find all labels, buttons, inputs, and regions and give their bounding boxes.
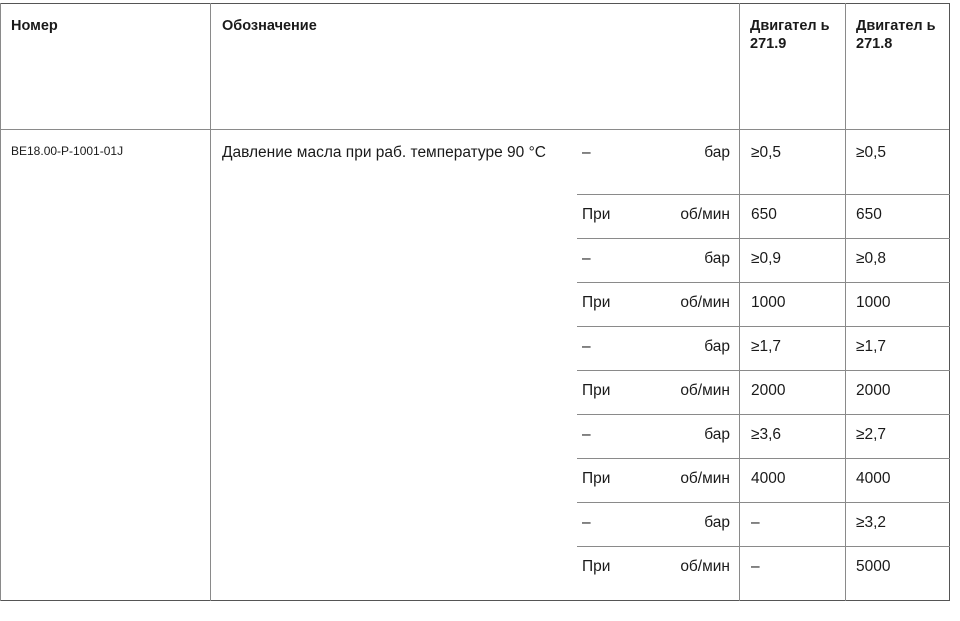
header-engine-271-8: Двигател ь 271.8 [856, 18, 936, 52]
subrow-prefix: При [582, 558, 611, 575]
row-description: Давление масла при раб. температуре 90 °C [222, 144, 546, 161]
subrow-prefix: – [582, 144, 591, 161]
value-engine-271-8: ≥1,7 [856, 338, 887, 355]
value-engine-271-8: ≥0,5 [856, 144, 887, 161]
subrow-divider [577, 282, 950, 283]
value-engine-271-8: 2000 [856, 382, 891, 399]
subrow-prefix: – [582, 426, 591, 443]
header-engine-271-9: Двигател ь 271.9 [750, 18, 830, 52]
table-bottom-border [0, 600, 950, 601]
value-engine-271-9: ≥3,6 [751, 426, 782, 443]
subrow-unit: об/мин [680, 470, 730, 487]
subrow-prefix: – [582, 514, 591, 531]
subrow-divider [577, 458, 950, 459]
subrow-divider [577, 326, 950, 327]
column-divider-engine [845, 3, 846, 601]
subrow-unit: бар [704, 338, 730, 355]
value-engine-271-9: ≥0,5 [751, 144, 782, 161]
header-bottom-border [0, 129, 950, 130]
value-engine-271-8: 4000 [856, 470, 891, 487]
subrow-unit: бар [704, 514, 730, 531]
subrow-divider [577, 370, 950, 371]
value-engine-271-9: ≥1,7 [751, 338, 782, 355]
table-top-border [0, 3, 950, 4]
subrow-divider [577, 414, 950, 415]
header-number: Номер [11, 18, 58, 34]
value-engine-271-9: 650 [751, 206, 777, 223]
value-engine-271-8: 1000 [856, 294, 891, 311]
value-engine-271-9: 4000 [751, 470, 786, 487]
subrow-divider [577, 502, 950, 503]
value-engine-271-9: – [751, 514, 760, 531]
table-right-border [949, 3, 950, 601]
subrow-prefix: При [582, 470, 611, 487]
value-engine-271-9: 1000 [751, 294, 786, 311]
subrow-prefix: – [582, 338, 591, 355]
part-number: BE18.00-P-1001-01J [11, 144, 124, 158]
value-engine-271-8: ≥3,2 [856, 514, 887, 531]
value-engine-271-9: 2000 [751, 382, 786, 399]
header-designation: Обозначение [222, 18, 317, 34]
subrow-divider [577, 238, 950, 239]
subrow-unit: об/мин [680, 382, 730, 399]
value-engine-271-8: ≥2,7 [856, 426, 887, 443]
subrow-unit: бар [704, 426, 730, 443]
value-engine-271-9: ≥0,9 [751, 250, 782, 267]
column-divider-number [210, 3, 211, 601]
subrow-prefix: При [582, 382, 611, 399]
value-engine-271-9: – [751, 558, 760, 575]
subrow-prefix: При [582, 206, 611, 223]
column-divider-designation [739, 3, 740, 601]
subrow-unit: об/мин [680, 206, 730, 223]
subrow-divider [577, 194, 950, 195]
value-engine-271-8: 650 [856, 206, 882, 223]
subrow-prefix: – [582, 250, 591, 267]
subrow-unit: бар [704, 144, 730, 161]
value-engine-271-8: 5000 [856, 558, 891, 575]
subrow-unit: об/мин [680, 294, 730, 311]
value-engine-271-8: ≥0,8 [856, 250, 887, 267]
subrow-divider [577, 546, 950, 547]
subrow-prefix: При [582, 294, 611, 311]
subrow-unit: об/мин [680, 558, 730, 575]
subrow-unit: бар [704, 250, 730, 267]
table-left-border [0, 3, 1, 601]
